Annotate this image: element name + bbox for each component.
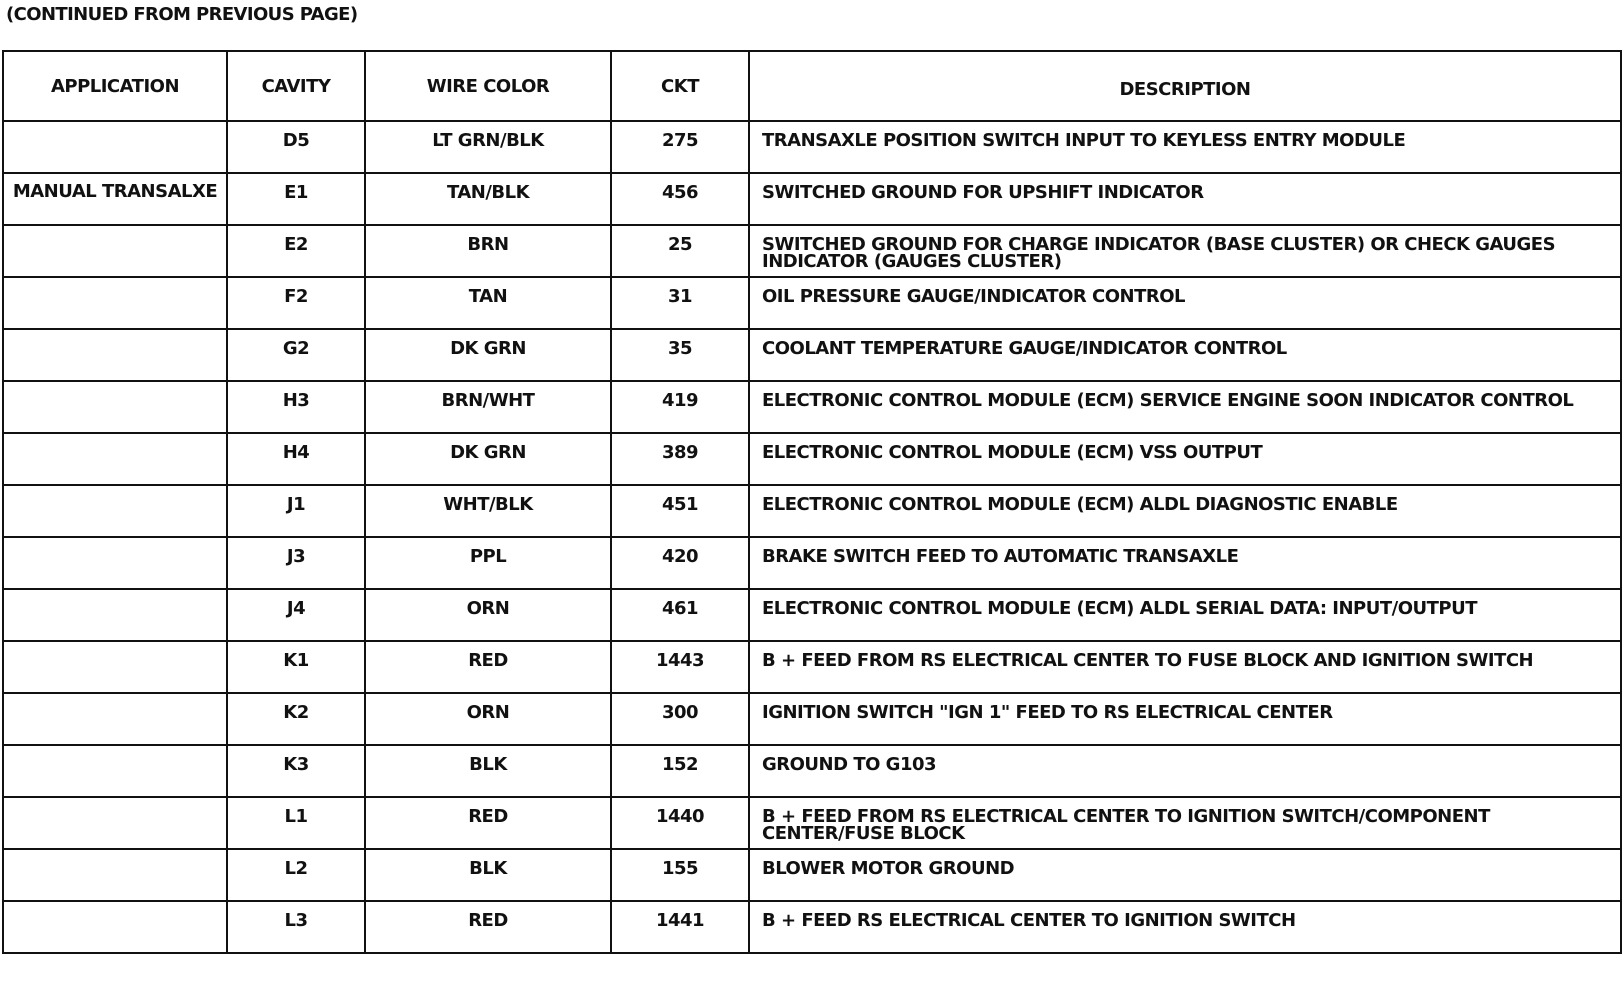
cell-application (3, 641, 227, 693)
table-row (3, 329, 1621, 381)
cell-application: MANUAL TRANSALXE (3, 173, 227, 225)
cell-ckt: 420 (611, 537, 749, 589)
cell-cavity: L2 (227, 849, 365, 901)
table-row (3, 849, 1621, 901)
cell-ckt: 155 (611, 849, 749, 901)
cell-ckt: 1443 (611, 641, 749, 693)
cell-cavity: L1 (227, 797, 365, 849)
cell-application (3, 277, 227, 329)
cell-ckt: 300 (611, 693, 749, 745)
cell-ckt: 25 (611, 225, 749, 277)
cell-wire-color: TAN/BLK (365, 173, 611, 225)
table-row (3, 381, 1621, 433)
column-header-application: APPLICATION (3, 51, 227, 121)
cell-application (3, 901, 227, 953)
cell-application (3, 433, 227, 485)
cell-description: IGNITION SWITCH "IGN 1" FEED TO RS ELECTRICAL CENTER (749, 693, 1621, 745)
cell-cavity: D5 (227, 121, 365, 173)
cell-wire-color: BRN/WHT (365, 381, 611, 433)
cell-wire-color: BLK (365, 849, 611, 901)
cell-cavity: F2 (227, 277, 365, 329)
cell-wire-color: RED (365, 901, 611, 953)
cell-description: BLOWER MOTOR GROUND (749, 849, 1621, 901)
cell-wire-color: RED (365, 797, 611, 849)
cell-description: ELECTRONIC CONTROL MODULE (ECM) SERVICE ENGINE SOON INDICATOR CONTROL (749, 381, 1621, 433)
cell-ckt: 35 (611, 329, 749, 381)
cell-ckt: 461 (611, 589, 749, 641)
cell-cavity: J1 (227, 485, 365, 537)
table-row (3, 433, 1621, 485)
cell-description: COOLANT TEMPERATURE GAUGE/INDICATOR CONTROL (749, 329, 1621, 381)
table-row (3, 797, 1621, 849)
cell-ckt: 451 (611, 485, 749, 537)
cell-application (3, 485, 227, 537)
cell-application (3, 537, 227, 589)
table-row (3, 641, 1621, 693)
cell-description: ELECTRONIC CONTROL MODULE (ECM) ALDL DIAGNOSTIC ENABLE (749, 485, 1621, 537)
cell-application (3, 693, 227, 745)
cell-cavity: K1 (227, 641, 365, 693)
cell-description: BRAKE SWITCH FEED TO AUTOMATIC TRANSAXLE (749, 537, 1621, 589)
cell-wire-color: TAN (365, 277, 611, 329)
cell-wire-color: BLK (365, 745, 611, 797)
cell-wire-color: PPL (365, 537, 611, 589)
cell-ckt: 152 (611, 745, 749, 797)
cell-wire-color: ORN (365, 589, 611, 641)
table-row (3, 225, 1621, 277)
cell-wire-color: LT GRN/BLK (365, 121, 611, 173)
cell-ckt: 31 (611, 277, 749, 329)
cell-ckt: 1441 (611, 901, 749, 953)
cell-cavity: L3 (227, 901, 365, 953)
cell-description: B + FEED FROM RS ELECTRICAL CENTER TO FUSE BLOCK AND IGNITION SWITCH (749, 641, 1621, 693)
table-row (3, 693, 1621, 745)
cell-cavity: K2 (227, 693, 365, 745)
cell-ckt: 419 (611, 381, 749, 433)
cell-cavity: E2 (227, 225, 365, 277)
cell-application (3, 589, 227, 641)
cell-application (3, 121, 227, 173)
cell-description: ELECTRONIC CONTROL MODULE (ECM) VSS OUTPUT (749, 433, 1621, 485)
column-header-ckt: CKT (611, 51, 749, 121)
table-row (3, 589, 1621, 641)
cell-ckt: 389 (611, 433, 749, 485)
table-row (3, 485, 1621, 537)
cell-wire-color: RED (365, 641, 611, 693)
cell-ckt: 456 (611, 173, 749, 225)
cell-cavity: H4 (227, 433, 365, 485)
cell-description: B + FEED FROM RS ELECTRICAL CENTER TO IGNITION SWITCH/COMPONENT CENTER/FUSE BLOCK (749, 797, 1621, 849)
cell-cavity: J4 (227, 589, 365, 641)
cell-wire-color: WHT/BLK (365, 485, 611, 537)
table-header-row (3, 51, 1621, 121)
cell-description: OIL PRESSURE GAUGE/INDICATOR CONTROL (749, 277, 1621, 329)
cell-ckt: 275 (611, 121, 749, 173)
cell-application (3, 797, 227, 849)
column-header-wire-color: WIRE COLOR (365, 51, 611, 121)
cell-description: SWITCHED GROUND FOR CHARGE INDICATOR (BASE CLUSTER) OR CHECK GAUGES INDICATOR (GAUGES CLUSTER) (749, 225, 1621, 277)
wiring-table (2, 50, 1622, 954)
cell-wire-color: DK GRN (365, 329, 611, 381)
table-row (3, 537, 1621, 589)
cell-description: SWITCHED GROUND FOR UPSHIFT INDICATOR (749, 173, 1621, 225)
cell-application (3, 225, 227, 277)
column-header-description: DESCRIPTION (749, 51, 1621, 121)
table-row (3, 121, 1621, 173)
cell-cavity: G2 (227, 329, 365, 381)
cell-cavity: K3 (227, 745, 365, 797)
cell-application (3, 381, 227, 433)
cell-cavity: J3 (227, 537, 365, 589)
cell-cavity: H3 (227, 381, 365, 433)
table-row (3, 745, 1621, 797)
cell-wire-color: DK GRN (365, 433, 611, 485)
table-row (3, 901, 1621, 953)
cell-description: GROUND TO G103 (749, 745, 1621, 797)
cell-application (3, 745, 227, 797)
cell-wire-color: ORN (365, 693, 611, 745)
column-header-cavity: CAVITY (227, 51, 365, 121)
cell-description: ELECTRONIC CONTROL MODULE (ECM) ALDL SERIAL DATA: INPUT/OUTPUT (749, 589, 1621, 641)
table-row (3, 173, 1621, 225)
table-row (3, 277, 1621, 329)
cell-ckt: 1440 (611, 797, 749, 849)
cell-description: B + FEED RS ELECTRICAL CENTER TO IGNITION SWITCH (749, 901, 1621, 953)
continued-note: (CONTINUED FROM PREVIOUS PAGE) (6, 4, 358, 25)
cell-application (3, 329, 227, 381)
cell-application (3, 849, 227, 901)
cell-wire-color: BRN (365, 225, 611, 277)
cell-cavity: E1 (227, 173, 365, 225)
cell-description: TRANSAXLE POSITION SWITCH INPUT TO KEYLESS ENTRY MODULE (749, 121, 1621, 173)
